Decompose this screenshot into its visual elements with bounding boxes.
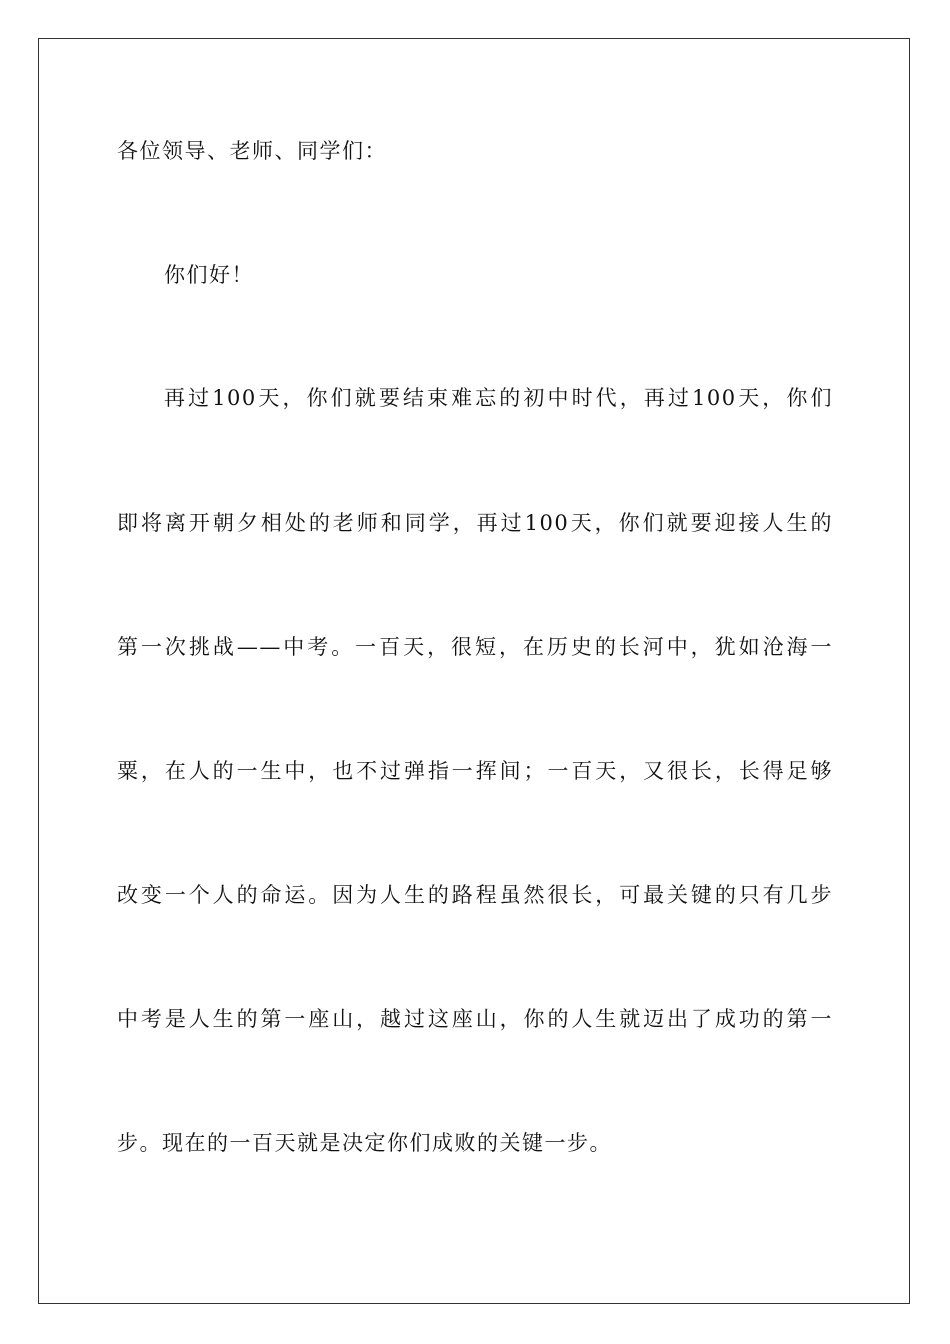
paragraph-line-6: 中考是人生的第一座山，越过这座山，你的人生就迈出了成功的第一 [117, 1007, 833, 1031]
page-border [38, 38, 910, 1304]
paragraph-line-5: 改变一个人的命运。因为人生的路程虽然很长，可最关键的只有几步 [117, 883, 833, 907]
paragraph-line-3: 第一次挑战——中考。一百天，很短，在历史的长河中，犹如沧海一 [117, 635, 833, 659]
salutation: 各位领导、老师、同学们： [117, 139, 387, 163]
greeting: 你们好！ [164, 263, 254, 287]
paragraph-line-4: 粟，在人的一生中，也不过弹指一挥间；一百天，又很长，长得足够 [117, 759, 833, 783]
paragraph-line-1: 再过100天，你们就要结束难忘的初中时代，再过100天，你们 [164, 386, 833, 410]
paragraph-line-7: 步。现在的一百天就是决定你们成败的关键一步。 [117, 1131, 612, 1155]
paragraph-line-2: 即将离开朝夕相处的老师和同学，再过100天，你们就要迎接人生的 [117, 511, 833, 535]
